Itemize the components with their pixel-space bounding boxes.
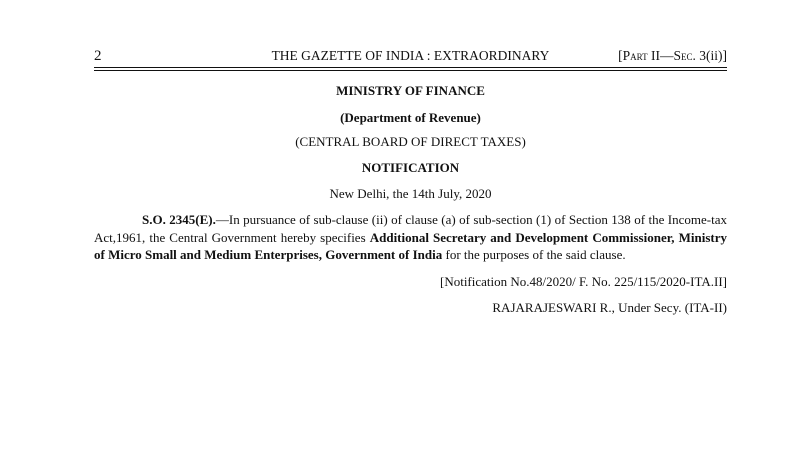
header-rule-top: [94, 67, 727, 68]
part-close: . 3(ii)]: [692, 48, 727, 63]
notification-body: [94, 211, 727, 264]
department-heading: (Department of Revenue): [340, 110, 481, 125]
body-text-2: for the purposes of the said clause.: [442, 247, 626, 262]
part-mid: II—S: [647, 48, 681, 63]
part-sec: ec: [680, 48, 693, 63]
ministry-heading: MINISTRY OF FINANCE: [336, 83, 485, 98]
header-rule-bottom: [94, 70, 727, 71]
so-number: S.O. 2345(E).: [142, 212, 216, 227]
body-text-1: —In pursuance of sub-clause (ii) of clause (a) of sub-section (1) of Section 138 of the Income-tax Act,1961, the Central Government hereby specifies: [94, 212, 727, 245]
signatory: RAJARAJESWARI R., Under Secy. (ITA-II): [492, 299, 727, 315]
part-open: [P: [618, 48, 631, 63]
page-number: 2: [94, 48, 102, 64]
place-date: New Delhi, the 14th July, 2020: [329, 186, 492, 201]
gazette-page: [94, 46, 727, 317]
board-heading: (CENTRAL BOARD OF DIRECT TAXES): [295, 134, 526, 149]
part-word: art: [630, 48, 648, 63]
notification-heading: NOTIFICATION: [361, 160, 460, 175]
gazette-title: THE GAZETTE OF INDIA : EXTRAORDINARY: [271, 48, 550, 63]
part-section-label: [618, 46, 727, 66]
body-bold-text: Additional Secretary and Development Commissioner, Ministry of Micro Small and Medium Enterprises, Government of India: [94, 229, 728, 262]
notification-reference: [Notification No.48/2020/ F. No. 225/115/2020-ITA.II]: [439, 273, 727, 289]
gazette-header: [94, 46, 727, 66]
